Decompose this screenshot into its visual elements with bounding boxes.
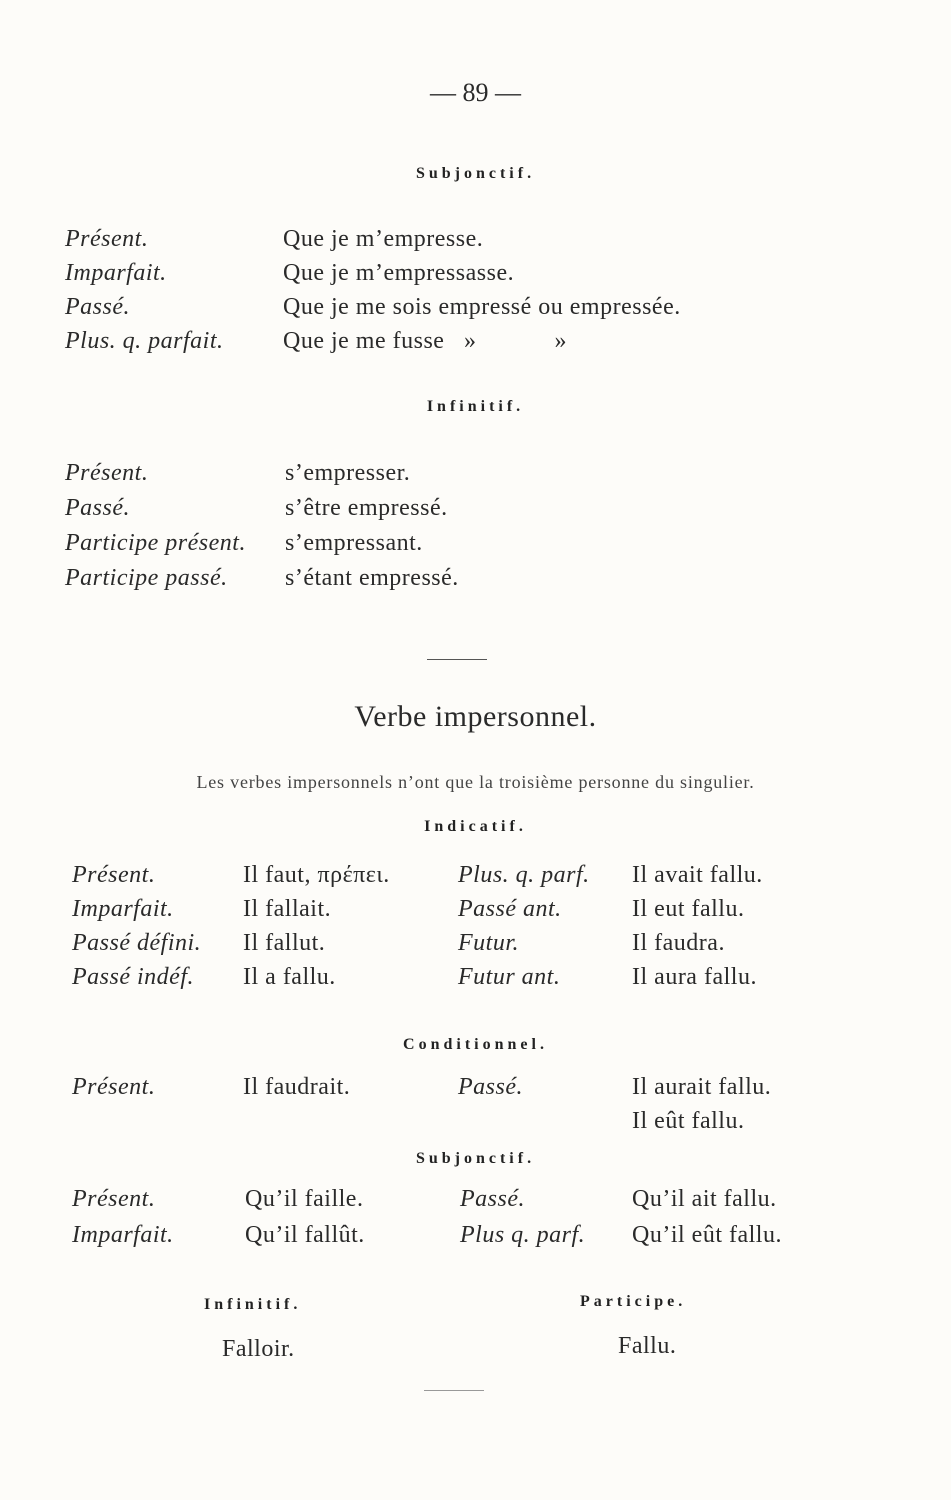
indicatif-heading: Indicatif. [424,818,527,835]
ind-row1-label-left: Présent. [72,862,156,888]
ind-row2-text-right: Il eut fallu. [632,896,745,922]
cond-passe-text-1: Il aurait fallu. [632,1074,772,1100]
inf-passe-label: Passé. [65,495,130,521]
conditionnel-heading: Conditionnel. [403,1036,548,1053]
subj-passe-label: Passé. [65,294,130,320]
participe-text: Fallu. [618,1333,677,1359]
ind-row4-text-left: Il a fallu. [243,964,336,990]
ind-row2-label-left: Imparfait. [72,896,174,922]
ind-row2-label-right: Passé ant. [458,896,562,922]
subj-plusqueparfait-label: Plus. q. parfait. [65,328,224,354]
cond-present-label: Présent. [72,1074,156,1100]
inf-participe-present-label: Participe présent. [65,530,246,556]
ind-row3-label-left: Passé défini. [72,930,202,956]
subj2-row2-label-right: Plus q. parf. [460,1222,586,1248]
infinitif2-heading: Infinitif. [204,1296,302,1313]
subj-present-text: Que je m’empresse. [283,226,484,252]
cond-passe-label: Passé. [458,1074,523,1100]
participe-heading: Participe. [580,1293,687,1310]
subj-imparfait-text: Que je m’empressasse. [283,260,515,286]
subj-present-label: Présent. [65,226,149,252]
ind-row3-label-right: Futur. [458,930,520,956]
subj2-row2-label-left: Imparfait. [72,1222,174,1248]
subj2-row2-text-right: Qu’il eût fallu. [632,1222,782,1248]
subj-plusqueparfait-text: Que je me fusse » » [283,328,567,354]
separator-rule [427,659,487,660]
inf-participe-present-text: s’empressant. [285,530,423,556]
inf-present-text: s’empresser. [285,460,411,486]
cond-passe-text-2: Il eût fallu. [632,1108,745,1134]
cond-present-text: Il faudrait. [243,1074,351,1100]
section-title: Verbe impersonnel. [354,700,597,733]
subj-imparfait-label: Imparfait. [65,260,167,286]
page-number: — 89 — [430,78,521,107]
inf-present-label: Présent. [65,460,149,486]
subj2-row1-text-right: Qu’il ait fallu. [632,1186,777,1212]
inf-participe-passe-text: s’étant empressé. [285,565,459,591]
bottom-rule [424,1390,484,1391]
inf-passe-text: s’être empressé. [285,495,448,521]
subjonctif2-heading: Subjonctif. [415,1150,536,1167]
infinitif-heading: Infinitif. [426,398,525,415]
ind-row3-text-right: Il faudra. [632,930,725,956]
inf-participe-passe-label: Participe passé. [65,565,228,591]
ind-row4-label-right: Futur ant. [458,964,561,990]
subj2-row1-text-left: Qu’il faille. [245,1186,364,1212]
subj2-row1-label-right: Passé. [460,1186,525,1212]
subj-passe-text: Que je me sois empressé ou empressée. [283,294,681,320]
subjonctif-heading: Subjonctif. [415,165,536,182]
subj2-row1-label-left: Présent. [72,1186,156,1212]
ind-row4-label-left: Passé indéf. [72,964,194,990]
infinitif2-text: Falloir. [222,1336,295,1362]
ind-row3-text-left: Il fallut. [243,930,326,956]
ind-row1-text-left: Il faut, πρέπει. [243,862,390,888]
ind-row1-text-right: Il avait fallu. [632,862,763,888]
ind-row2-text-left: Il fallait. [243,896,332,922]
ind-row4-text-right: Il aura fallu. [632,964,757,990]
ind-row1-label-right: Plus. q. parf. [458,862,590,888]
subj2-row2-text-left: Qu’il fallût. [245,1222,365,1248]
section-note: Les verbes impersonnels n’ont que la troisième personne du singulier. [196,772,755,792]
